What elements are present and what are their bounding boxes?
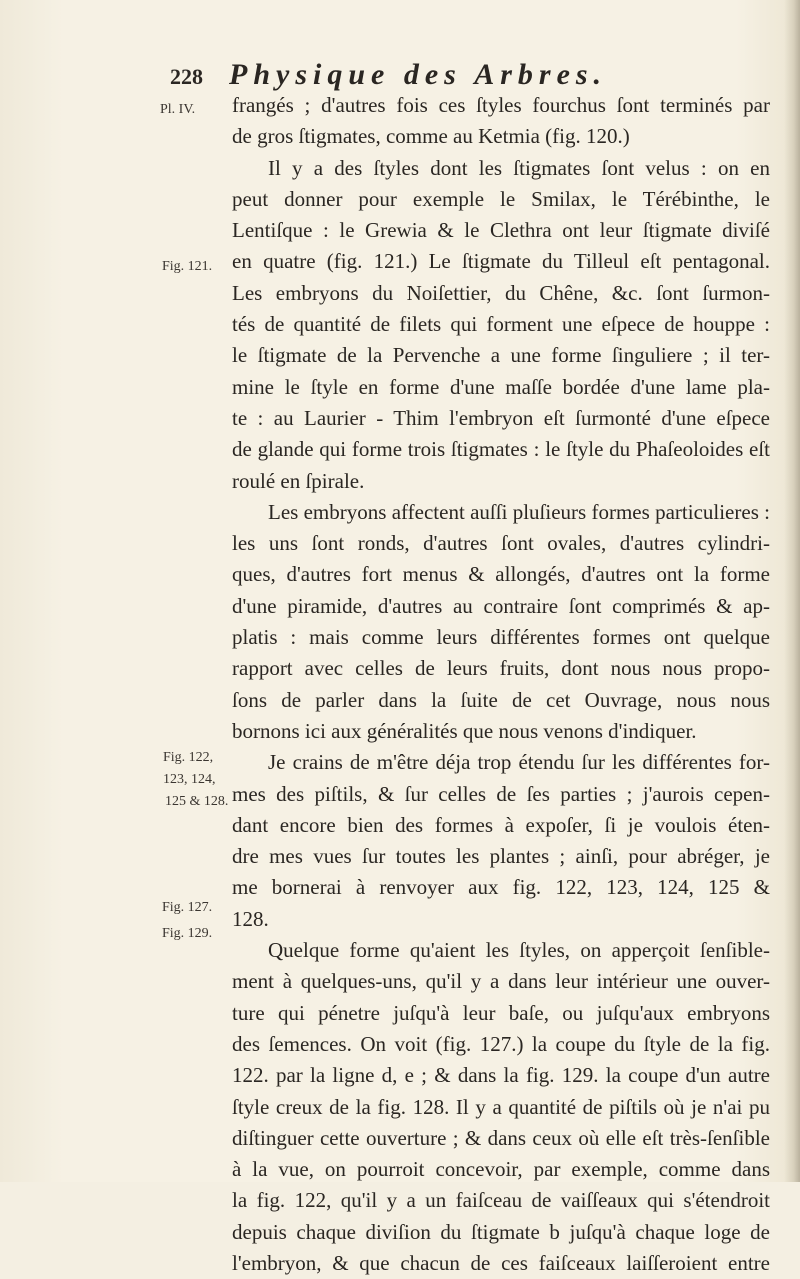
text-line: roulé en ſpirale. — [232, 468, 365, 493]
text-line: dant encore bien des formes à expoſer, ſi je voulois éten- — [232, 812, 770, 837]
text-line: de glande qui forme trois ſtigmates : le ſtyle du Phaſeoloides eſt — [232, 437, 770, 462]
text-line: te : au Laurier - Thim l'embryon eſt ſurmonté d'une eſpece — [232, 405, 770, 430]
text-line: Les embryons du Noiſettier, du Chêne, &c. ſont ſurmon- — [232, 280, 770, 305]
page-number: 228 — [170, 64, 203, 89]
text-line: ture qui pénetre juſqu'à leur baſe, ou juſqu'aux embryons — [232, 1000, 770, 1025]
text-line: platis : mais comme leurs différentes formes ont quelque — [232, 625, 770, 650]
text-line: Il y a des ſtyles dont les ſtigmates ſont velus : on en — [268, 155, 770, 180]
text-line: Lentiſque : le Grewia & le Clethra ont leur ſtigmate diviſé — [232, 218, 770, 243]
text-line: des ſemences. On voit (fig. 127.) la coupe du ſtyle de la fig. — [232, 1031, 770, 1056]
margin-fig-125: 125 & 128. — [165, 794, 229, 809]
text-line: les uns ſont ronds, d'autres ſont ovales, d'autres cylindri- — [232, 531, 770, 556]
text-line: 128. — [232, 906, 269, 931]
text-line: rapport avec celles de leurs fruits, dont nous nous propo- — [232, 656, 770, 681]
text-line: la fig. 122, qu'il y a un faiſceau de vaiſſeaux qui s'étendroit — [232, 1188, 770, 1213]
margin-fig-121: Fig. 121. — [162, 259, 213, 274]
text-line: peut donner pour exemple le Smilax, le Térébinthe, le — [232, 186, 770, 211]
text-line: diſtinguer cette ouverture ; & dans ceux où elle eſt très-ſenſible — [232, 1125, 770, 1150]
text-line: Les embryons affectent auſſi pluſieurs formes particulieres : — [268, 499, 770, 524]
margin-fig-123: 123, 124, — [163, 772, 216, 787]
text-line: tés de quantité de filets qui forment une eſpece de houppe : — [232, 312, 770, 337]
body-text — [232, 90, 770, 1279]
text-line: depuis chaque diviſion du ſtigmate b juſqu'à chaque loge de — [232, 1219, 770, 1244]
running-title: Physique des Arbres. — [229, 58, 608, 91]
text-line: Je crains de m'être déja trop étendu ſur les différentes for- — [268, 750, 770, 775]
text-line: d'une piramide, d'autres au contraire ſont comprimés & ap- — [232, 593, 770, 618]
margin-plate-ref: Pl. IV. — [160, 102, 196, 117]
text-line: le ſtigmate de la Pervenche a une forme ſinguliere ; il ter- — [232, 343, 770, 368]
text-line: Quelque forme qu'aient les ſtyles, on apperçoit ſenſible- — [268, 938, 770, 963]
text-line: l'embryon, & que chacun de ces faiſceaux laiſſeroient entre — [232, 1250, 770, 1275]
text-line: 122. par la ligne d, e ; & dans la fig. 129. la coupe d'un autre — [232, 1063, 770, 1088]
margin-fig-122: Fig. 122, — [163, 750, 214, 765]
text-line: bornons ici aux généralités que nous venons d'indiquer. — [232, 718, 697, 743]
text-line: ſons de parler dans la ſuite de cet Ouvrage, nous nous — [232, 687, 770, 712]
margin-fig-129: Fig. 129. — [162, 926, 213, 941]
text-line: ment à quelques-uns, qu'il y a dans leur intérieur une ouver- — [232, 969, 770, 994]
text-line: frangés ; d'autres fois ces ſtyles fourchus ſont terminés par — [232, 93, 770, 117]
text-line: me bornerai à renvoyer aux fig. 122, 123, 124, 125 & — [232, 875, 770, 900]
margin-fig-127: Fig. 127. — [162, 900, 213, 915]
page-edge-shadow — [784, 0, 800, 1182]
text-line: mes des piſtils, & ſur celles de ſes parties ; j'aurois cepen- — [232, 781, 770, 806]
text-line: ſtyle creux de la fig. 128. Il y a quantité de piſtils où je n'ai pu — [232, 1094, 770, 1119]
text-line: mine le ſtyle en forme d'une maſſe bordée d'une lame pla- — [232, 374, 770, 399]
text-line: dre mes vues ſur toutes les plantes ; ainſi, pour abréger, je — [232, 844, 770, 869]
text-line: à la vue, on pourroit concevoir, par exemple, comme dans — [232, 1157, 770, 1182]
text-line: de gros ſtigmates, comme au Ketmia (fig. 120.) — [232, 124, 630, 149]
text-line: ques, d'autres fort menus & allongés, d'autres ont la forme — [232, 562, 770, 587]
text-line: en quatre (fig. 121.) Le ſtigmate du Tilleul eſt pentagonal. — [232, 249, 770, 274]
